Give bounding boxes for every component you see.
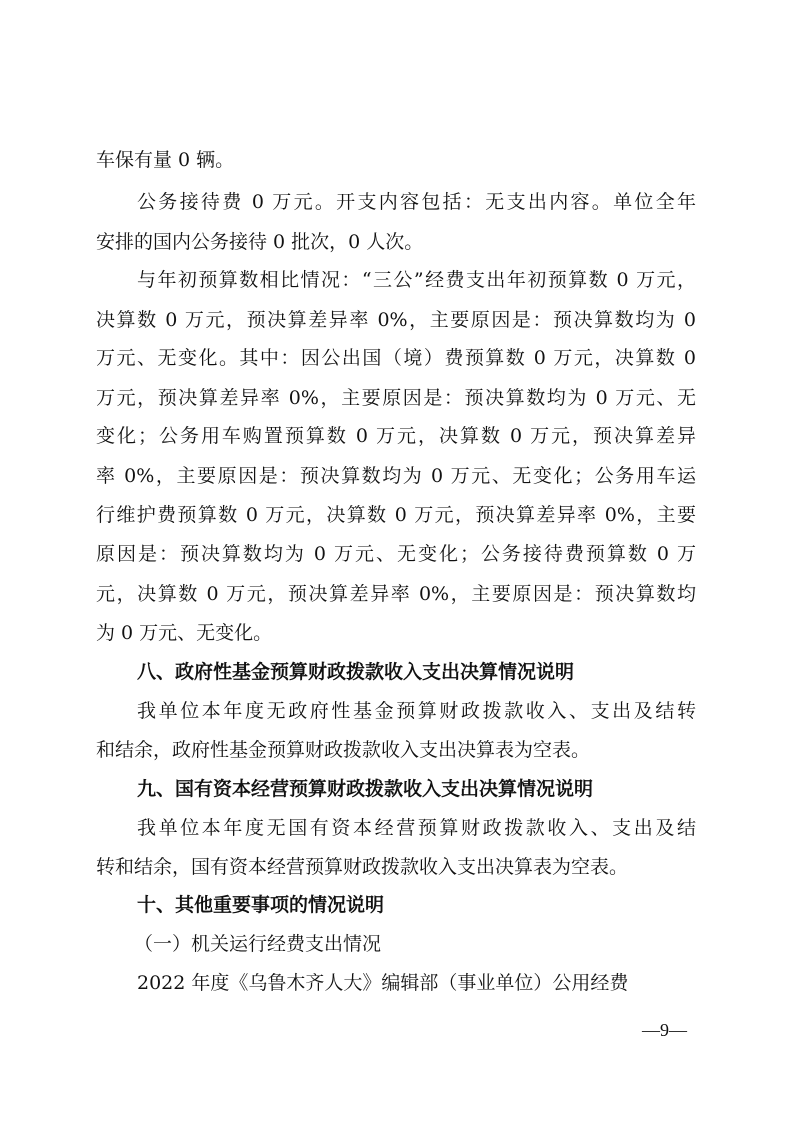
body-line: 安排的国内公务接待 0 批次，0 人次。 [96, 231, 424, 253]
section-heading-9: 九、国有资本经营预算财政拨款收入支出决算情况说明 [137, 778, 594, 800]
section-heading-8: 八、政府性基金预算财政拨款收入支出决算情况说明 [137, 661, 575, 683]
body-line: 行维护费预算数 0 万元，决算数 0 万元，预决算差异率 0%，主要 [96, 504, 696, 526]
body-line: 公务接待费 0 万元。开支内容包括：无支出内容。单位全年 [137, 191, 696, 213]
body-line: 车保有量 0 辆。 [96, 149, 235, 171]
section-heading-10: 十、其他重要事项的情况说明 [137, 894, 385, 916]
body-line: 我单位本年度无政府性基金预算财政拨款收入、支出及结转 [137, 700, 696, 722]
body-line: 决算数 0 万元，预决算差异率 0%，主要原因是：预决算数均为 0 [96, 309, 696, 331]
body-line: 和结余，政府性基金预算财政拨款收入支出决算表为空表。 [96, 739, 591, 761]
body-line: 变化；公务用车购置预算数 0 万元，决算数 0 万元，预决算差异 [96, 425, 696, 447]
page-number: —9— [642, 1020, 687, 1040]
body-line: 与年初预算数相比情况：“三公”经费支出年初预算数 0 万元， [137, 269, 696, 291]
body-line: 原因是：预决算数均为 0 万元、无变化；公务接待费预算数 0 万 [96, 543, 696, 565]
body-line: 万元、无变化。其中：因公出国（境）费预算数 0 万元，决算数 0 [96, 347, 696, 369]
body-line: 转和结余，国有资本经营预算财政拨款收入支出决算表为空表。 [96, 856, 629, 878]
body-line: 我单位本年度无国有资本经营预算财政拨款收入、支出及结 [137, 817, 696, 839]
body-line: 率 0%，主要原因是：预决算数均为 0 万元、无变化；公务用车运 [96, 465, 696, 487]
body-line: 万元，预决算差异率 0%，主要原因是：预决算数均为 0 万元、无 [96, 387, 696, 409]
body-line: 元，决算数 0 万元，预决算差异率 0%，主要原因是：预决算数均 [96, 583, 696, 605]
body-line: 2022 年度《乌鲁木齐人大》编辑部（事业单位）公用经费 [137, 972, 629, 994]
subsection-heading: （一）机关运行经费支出情况 [134, 933, 382, 955]
body-line: 为 0 万元、无变化。 [96, 622, 273, 644]
